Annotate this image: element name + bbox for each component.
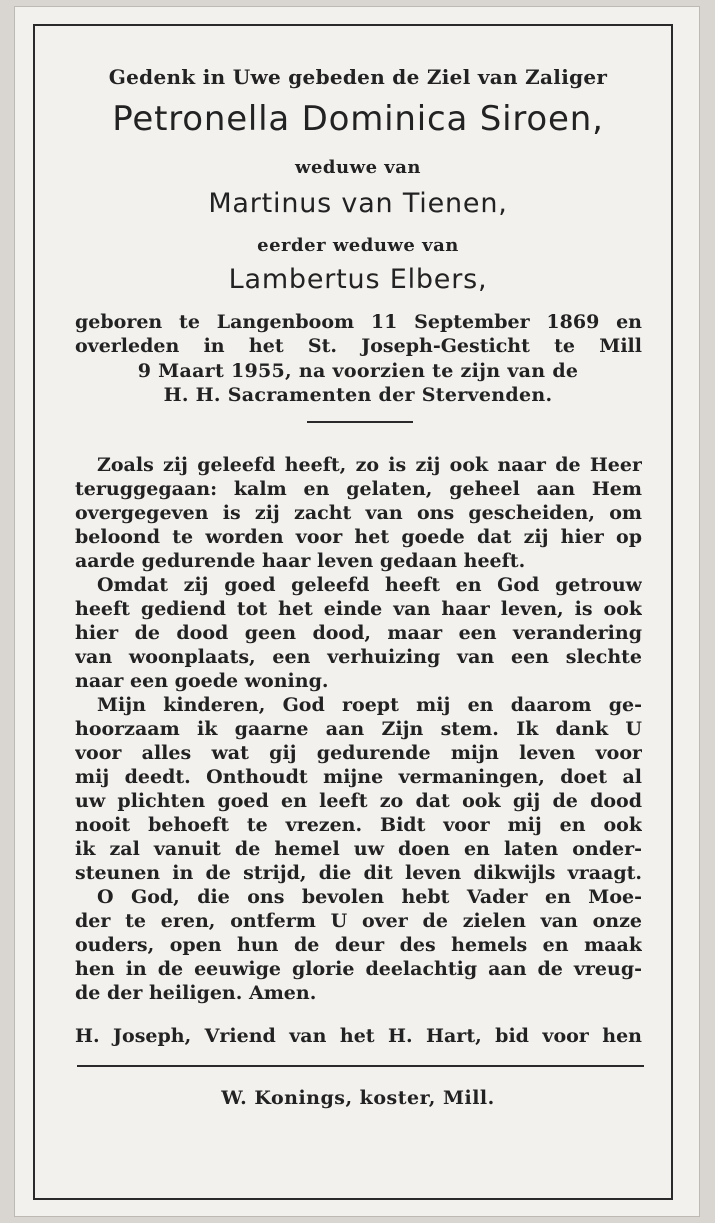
- text-line: heeft gediend tot het einde van haar leven, is ook: [75, 598, 642, 620]
- text-line: aarde gedurende haar leven gedaan heeft.: [75, 550, 526, 572]
- text-line: der te eren, ontferm U over de zielen van onze: [75, 910, 642, 932]
- text-line: overgegeven is zij zacht van ons gescheiden, om: [75, 502, 642, 524]
- detail-line: geboren te Langenboom 11 September 1869 en: [75, 311, 642, 333]
- printer-credit: W. Konings, koster, Mill.: [221, 1087, 495, 1109]
- footer-divider: [77, 1065, 644, 1067]
- deceased-name: Petronella Dominica Siroen,: [112, 99, 604, 139]
- text-line: nooit behoeft te vrezen. Bidt voor mij en ook: [75, 814, 642, 836]
- text-line: steunen in de strijd, die dit leven dikwijls vraagt.: [75, 862, 642, 884]
- text-line: hen in de eeuwige glorie deelachtig aan de vreug-: [75, 958, 642, 980]
- text-line: uw plichten goed en leeft zo dat ook gij de dood: [75, 790, 642, 812]
- intro-line: Gedenk in Uwe gebeden de Ziel van Zaliger: [108, 65, 608, 89]
- widow-of-label: weduwe van: [294, 157, 422, 178]
- husband-name: Martinus van Tienen,: [208, 188, 508, 219]
- text-line: ouders, open hun de deur des hemels en maak: [75, 934, 642, 956]
- text-line: teruggegaan: kalm en gelaten, geheel aan Hem: [75, 478, 642, 500]
- text-line: voor alles wat gij gedurende mijn leven voor: [75, 742, 642, 764]
- first-husband-name: Lambertus Elbers,: [228, 264, 488, 295]
- detail-line: H. H. Sacramenten der Stervenden.: [163, 384, 553, 406]
- text-line: O God, die ons bevolen hebt Vader en Moe-: [97, 886, 642, 908]
- text-line: beloond te worden voor het goede dat zij hier op: [75, 526, 642, 548]
- text-line: hoorzaam ik gaarne aan Zijn stem. Ik dank U: [75, 718, 642, 740]
- text-line: Zoals zij geleefd heeft, zo is zij ook naar de Heer: [97, 454, 642, 476]
- text-line: Omdat zij goed geleefd heeft en God getrouw: [97, 574, 642, 596]
- detail-line: overleden in het St. Joseph-Gesticht te Mill: [75, 335, 642, 357]
- text-line: hier de dood geen dood, maar een verandering: [75, 622, 642, 644]
- prayer-line: H. Joseph, Vriend van het H. Hart, bid voor hen: [75, 1025, 642, 1047]
- memorial-card: [14, 6, 700, 1217]
- earlier-widow-label: eerder weduwe van: [257, 235, 459, 256]
- text-line: Mijn kinderen, God roept mij en daarom ge-: [97, 694, 642, 716]
- text-line: van woonplaats, een verhuizing van een slechte: [75, 646, 642, 668]
- detail-line: 9 Maart 1955, na voorzien te zijn van de: [137, 360, 579, 382]
- text-line: naar een goede woning.: [75, 670, 329, 692]
- text-line: ik zal vanuit de hemel uw doen en laten onder-: [75, 838, 642, 860]
- short-divider: [307, 421, 413, 423]
- text-line: mij deedt. Onthoudt mijne vermaningen, doet al: [75, 766, 642, 788]
- text-line: de der heiligen. Amen.: [75, 982, 317, 1004]
